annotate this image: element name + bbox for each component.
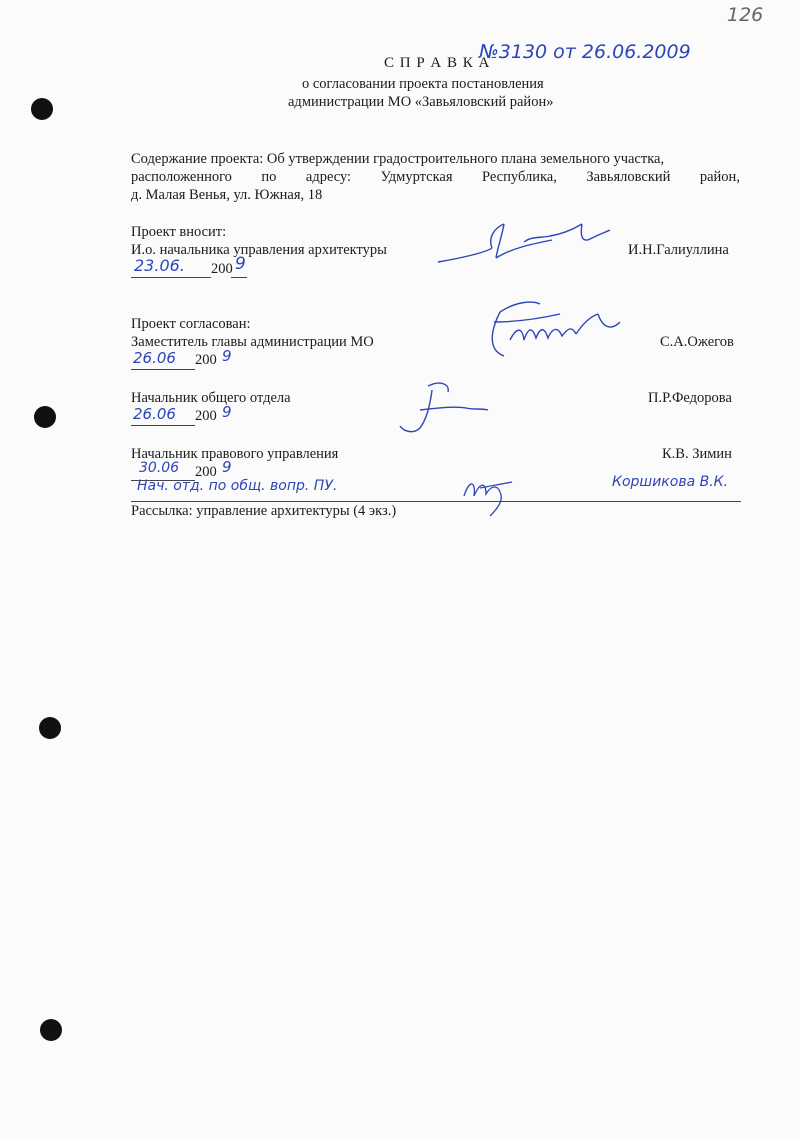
project-content-word: расположенного: [131, 169, 232, 185]
document-subtitle-line2: администрации МО «Завьяловский район»: [288, 94, 554, 110]
project-content-word: Удмуртская: [380, 169, 453, 185]
submitted-year-handwritten: 9: [235, 254, 246, 274]
project-content-line1: Содержание проекта: Об утверждении градостроительного плана земельного участка,: [131, 151, 665, 167]
document-subtitle-line1: о согласовании проекта постановления: [302, 76, 544, 92]
project-content-word: адресу:: [305, 169, 352, 185]
approval-name: П.Р.Федорова: [648, 390, 732, 406]
signature-ozhegov: [470, 292, 630, 362]
approvals-heading: Проект согласован:: [131, 316, 251, 332]
signature-korshikova: [460, 472, 516, 520]
approval-year-prefix: 200: [195, 408, 217, 424]
submitted-date-handwritten: 23.06.: [134, 256, 185, 275]
approval-position: Заместитель главы администрации МО: [131, 334, 374, 350]
distribution-separator: [131, 501, 741, 502]
date-underline: [131, 425, 195, 426]
approval-position: Начальник правового управления: [131, 446, 339, 462]
approval-position: Начальник общего отдела: [131, 390, 291, 406]
binder-hole: [31, 98, 53, 120]
document-title: С П Р А В К А: [384, 55, 491, 71]
submitted-heading: Проект вносит:: [131, 224, 227, 240]
submitted-name: И.Н.Галиуллина: [628, 242, 729, 258]
submitted-position: И.о. начальника управления архитектуры: [131, 242, 387, 258]
approval-name: К.В. Зимин: [662, 446, 732, 462]
approval-year-prefix: 200: [195, 464, 217, 480]
project-content-word: район,: [699, 169, 740, 185]
approval-year-handwritten: 9: [222, 458, 232, 476]
binder-hole: [34, 406, 56, 428]
project-content-word: Республика,: [482, 169, 557, 185]
document-number-handwritten: №3130 от 26.06.2009: [479, 41, 691, 63]
approval-year-prefix: 200: [195, 352, 217, 368]
binder-hole: [40, 1019, 62, 1041]
distribution-line: Рассылка: управление архитектуры (4 экз.): [131, 503, 397, 519]
project-content-line2: [131, 169, 740, 186]
extra-approval-name-handwritten: Коршикова В.К.: [612, 474, 729, 490]
approval-year-handwritten: 9: [222, 347, 232, 365]
approval-year-handwritten: 9: [222, 403, 232, 421]
project-content-word: Завьяловский: [586, 169, 671, 185]
binder-hole: [39, 717, 61, 739]
project-content-line3: д. Малая Венья, ул. Южная, 18: [131, 187, 323, 203]
signature-galiullina: [432, 218, 612, 268]
project-content-word: по: [261, 169, 277, 185]
approval-name: С.А.Ожегов: [660, 334, 734, 350]
page-number-mark: 126: [727, 4, 764, 26]
signature-fedorova: [396, 380, 496, 436]
approval-date-handwritten: 30.06: [139, 460, 180, 476]
date-underline: [131, 369, 195, 370]
approval-date-handwritten: 26.06: [133, 349, 176, 367]
extra-approval-position-handwritten: Нач. отд. по общ. вопр. ПУ.: [137, 478, 338, 494]
year-underline: [231, 277, 247, 278]
date-underline: [131, 277, 211, 278]
approval-date-handwritten: 26.06: [133, 405, 176, 423]
submitted-year-prefix: 200: [211, 261, 233, 277]
